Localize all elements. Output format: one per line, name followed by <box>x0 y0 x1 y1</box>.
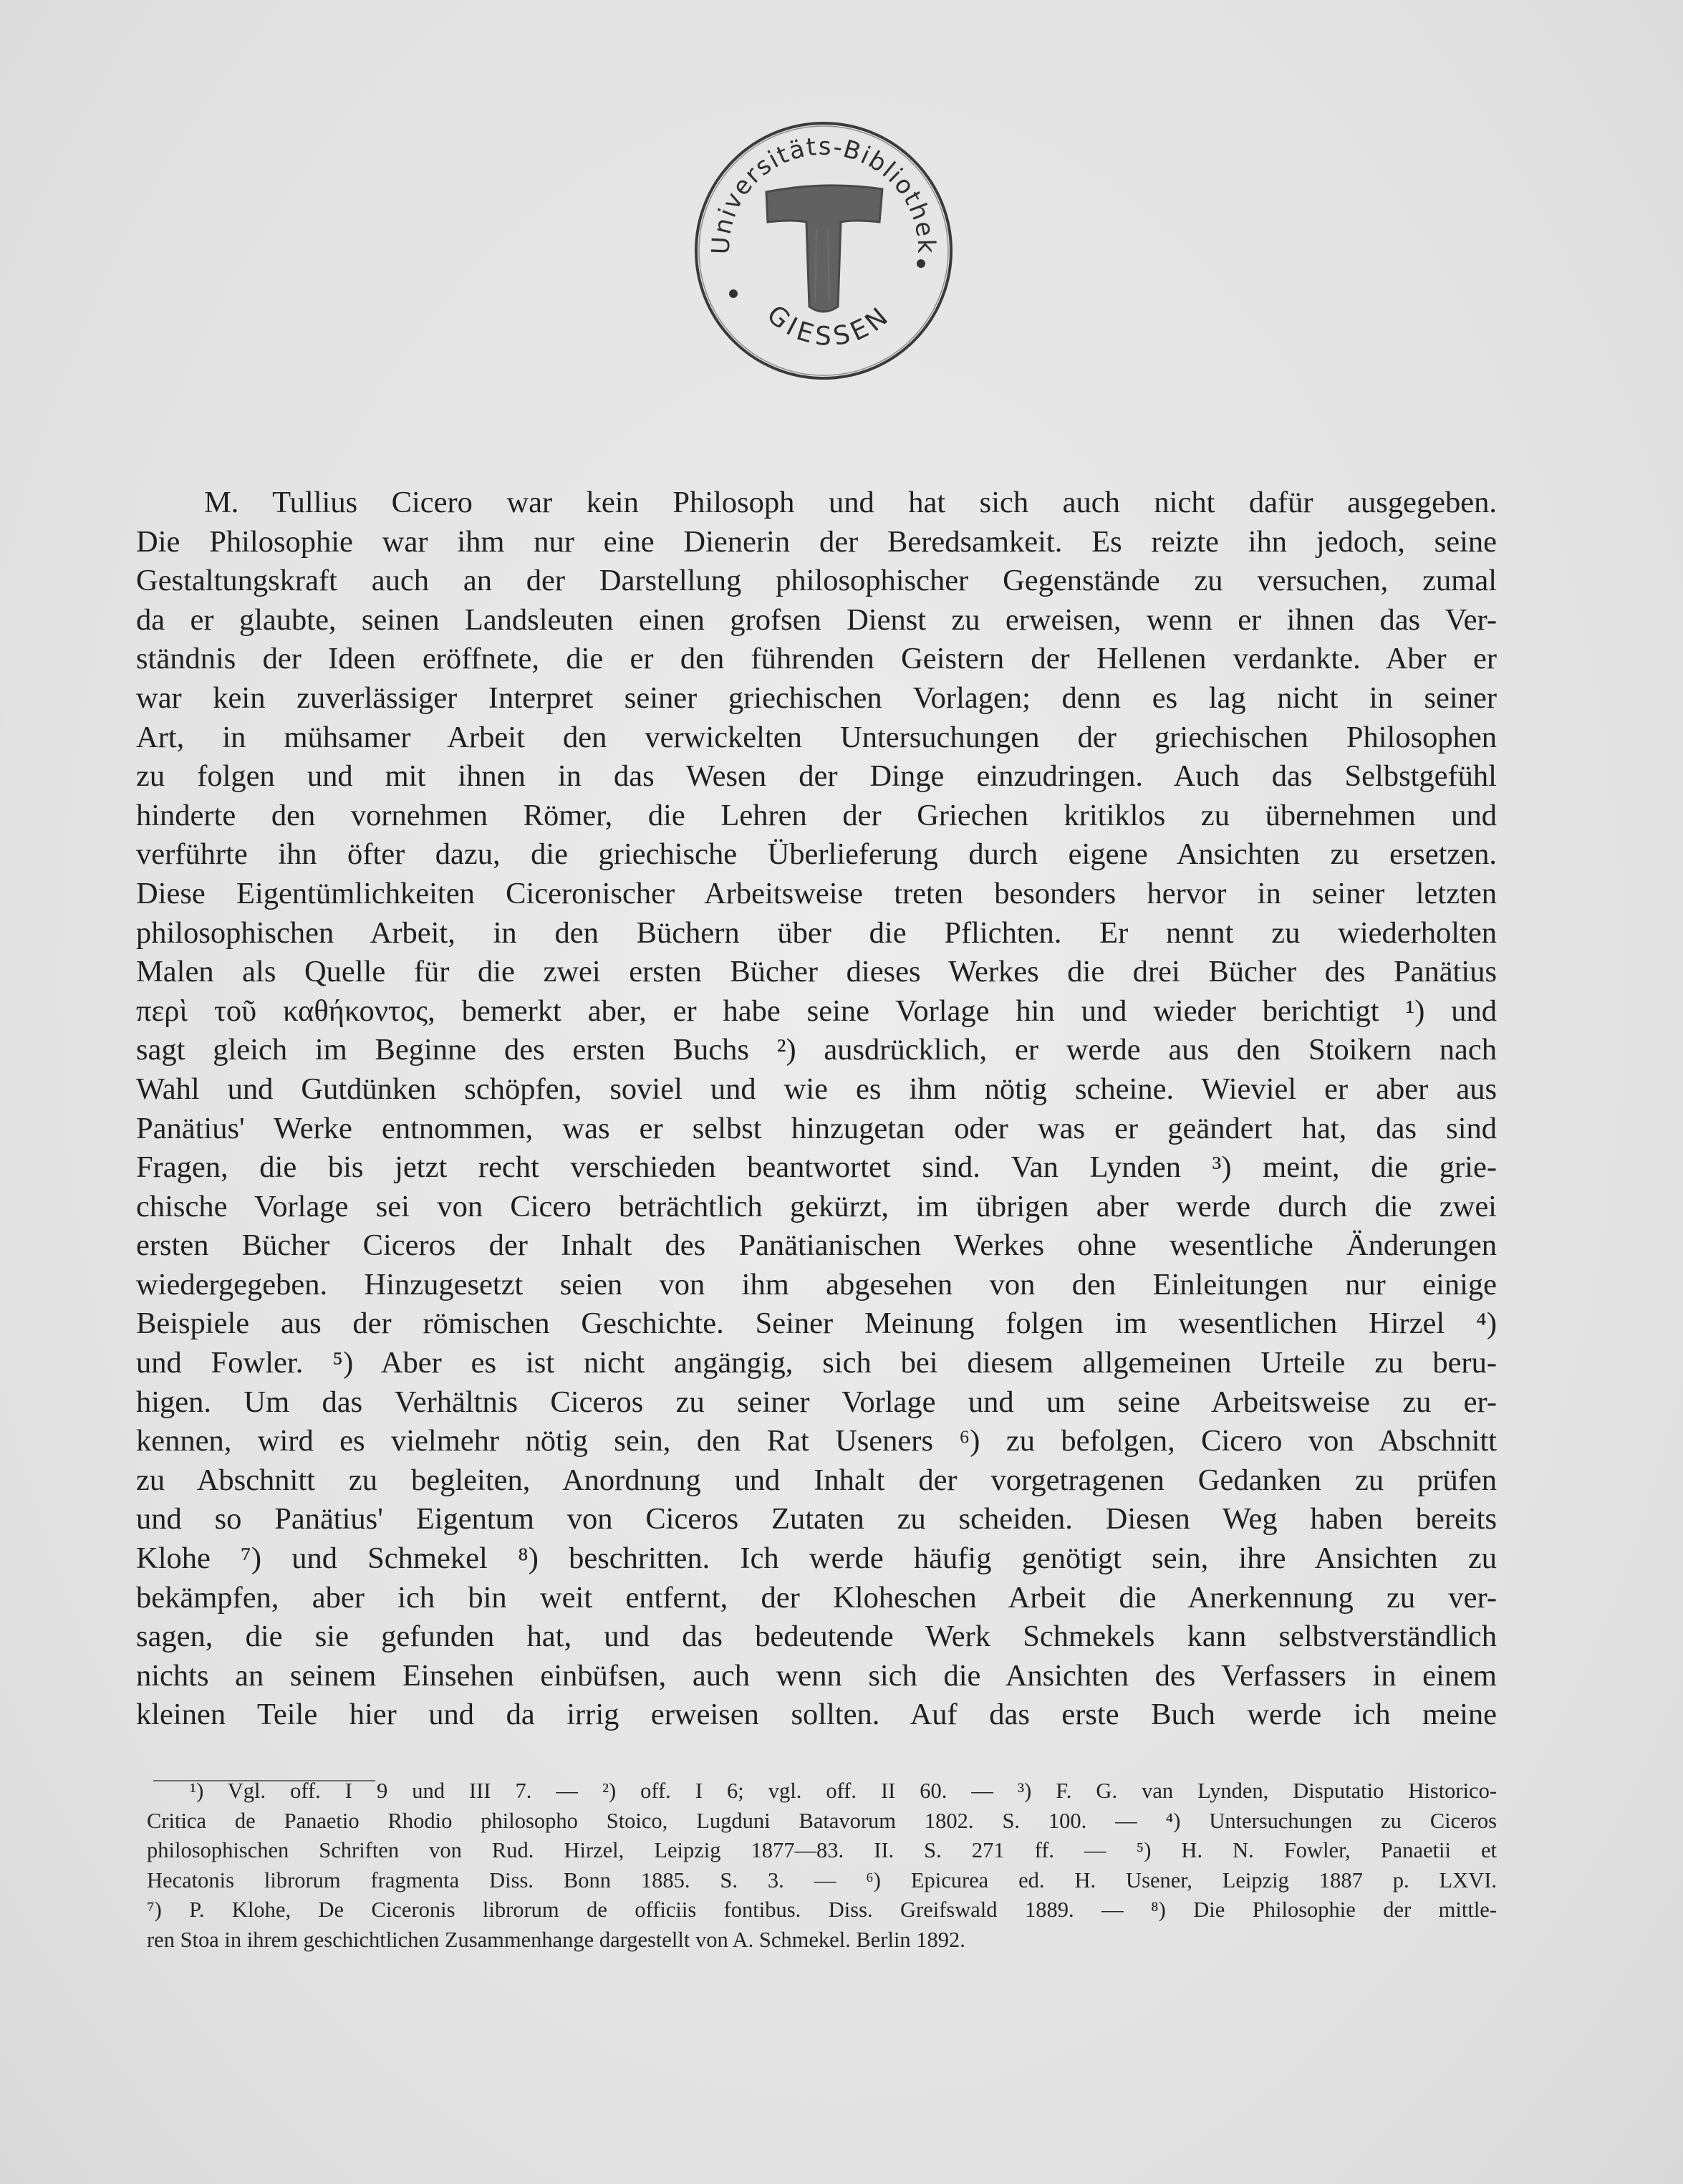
footnote-line: Hecatonis librorum fragmenta Diss. Bonn 1885. S. 3. — ⁶) Epicurea ed. H. Usener, Leipzig 1887 p. LXVI. <box>147 1867 1497 1892</box>
text-line: hinderte den vornehmen Römer, die Lehren der Griechen kritiklos zu übernehmen und <box>136 798 1497 832</box>
text-line: sagen, die sie gefunden hat, und das bedeutende Werk Schmekels kann selbstverständlich <box>136 1620 1497 1654</box>
text-line: chische Vorlage sei von Cicero beträchtlich gekürzt, im übrigen aber werde durch die zwei <box>136 1189 1497 1223</box>
text-line: bekämpfen, aber ich bin weit entfernt, der Kloheschen Arbeit die Anerkennung zu ver- <box>136 1580 1497 1615</box>
text-line: zu Abschnitt zu begleiten, Anordnung und Inhalt der vorgetragenen Gedanken zu prüfen <box>136 1463 1497 1497</box>
text-line: da er glaubte, seinen Landsleuten einen grofsen Dienst zu erweisen, wenn er ihnen das Ver- <box>136 602 1497 637</box>
text-line: Panätius' Werke entnommen, was er selbst hinzugetan oder was er geändert hat, das sind <box>136 1111 1497 1145</box>
text-line: und so Panätius' Eigentum von Ciceros Zutaten zu scheiden. Diesen Weg haben bereits <box>136 1502 1497 1536</box>
text-line: kennen, wird es vielmehr nötig sein, den Rat Useners ⁶) zu befolgen, Cicero von Abschnitt <box>136 1424 1497 1458</box>
text-line: verführte ihn öfter dazu, die griechische Überlieferung durch eigene Ansichten zu ersetzen. <box>136 837 1497 872</box>
main-text <box>136 484 1497 1735</box>
footnote-line: ⁷) P. Klohe, De Ciceronis librorum de officiis fontibus. Diss. Greifswald 1889. — ⁸) Die Philosophie der mittle- <box>147 1897 1497 1922</box>
text-line: nichts an seinem Einsehen einbüfsen, auch wenn sich die Ansichten des Verfassers in einem <box>136 1658 1497 1693</box>
text-line: περὶ τοῦ καθήκοντος, bemerkt aber, er habe seine Vorlage hin und wieder berichtigt ¹) und <box>136 994 1497 1028</box>
text-line: Gestaltungskraft auch an der Darstellung philosophischer Gegenstände zu versuchen, zumal <box>136 564 1497 598</box>
text-line: ersten Bücher Ciceros der Inhalt des Panätianischen Werkes ohne wesentliche Änderungen <box>136 1228 1497 1263</box>
text-line: sagt gleich im Beginne des ersten Buchs ²) ausdrücklich, er werde aus den Stoikern nach <box>136 1033 1497 1067</box>
stamp-bottom-text: GIESSEN <box>761 299 897 352</box>
text-line: philosophischen Arbeit, in den Büchern über die Pflichten. Er nennt zu wiederholten <box>136 915 1497 950</box>
text-line: kleinen Teile hier und da irrig erweisen sollten. Auf das erste Buch werde ich meine <box>136 1698 1497 1732</box>
text-line: und Fowler. ⁵) Aber es ist nicht angängig, sich bei diesem allgemeinen Urteile zu beru- <box>136 1346 1497 1380</box>
footnote-line: philosophischen Schriften von Rud. Hirzel, Leipzig 1877—83. II. S. 271 ff. — ⁵) H. N. Fowler, Panaetii et <box>147 1838 1497 1862</box>
text-line: war kein zuverlässiger Interpret seiner griechischen Vorlagen; denn es lag nicht in seiner <box>136 680 1497 715</box>
text-line: zu folgen und mit ihnen in das Wesen der Dinge einzudringen. Auch das Selbstgefühl <box>136 759 1497 794</box>
text-line: Die Philosophie war ihm nur eine Dienerin der Beredsamkeit. Es reizte ihn jedoch, seine <box>136 524 1497 559</box>
text-line: Beispiele aus der römischen Geschichte. Seiner Meinung folgen im wesentlichen Hirzel ⁴) <box>136 1307 1497 1341</box>
footnotes <box>147 1776 1497 1955</box>
text-line: Wahl und Gutdünken schöpfen, soviel und wie es ihm nötig scheine. Wieviel er aber aus <box>136 1072 1497 1106</box>
library-stamp <box>688 115 960 387</box>
stamp-seal-icon <box>688 115 960 387</box>
text-line: Malen als Quelle für die zwei ersten Bücher dieses Werkes die drei Bücher des Panätius <box>136 955 1497 989</box>
footnote-line: Critica de Panaetio Rhodio philosopho Stoico, Lugduni Batavorum 1802. S. 100. — ⁴) Untersuchungen zu Ciceros <box>147 1808 1497 1833</box>
text-line: Art, in mühsamer Arbeit den verwickelten Untersuchungen der griechischen Philosophen <box>136 720 1497 754</box>
text-line: Fragen, die bis jetzt recht verschieden beantwortet sind. Van Lynden ³) meint, die grie- <box>136 1150 1497 1185</box>
text-line: higen. Um das Verhältnis Ciceros zu seiner Vorlage und um seine Arbeitsweise zu er- <box>136 1385 1497 1419</box>
stamp-top-text: Universitäts-Bibliothek <box>706 132 941 255</box>
text-line: Klohe ⁷) und Schmekel ⁸) beschritten. Ich werde häufig genötigt sein, ihre Ansichten zu <box>136 1541 1497 1576</box>
footnote-line: ren Stoa in ihrem geschichtlichen Zusammenhange dargestellt von A. Schmekel. Berlin 1892. <box>147 1927 965 1952</box>
text-line: M. Tullius Cicero war kein Philosoph und hat sich auch nicht dafür ausgegeben. <box>204 486 1497 519</box>
text-line: ständnis der Ideen eröffnete, die er den führenden Geistern der Hellenen verdankte. Aber er <box>136 642 1497 676</box>
text-line: Diese Eigentümlichkeiten Ciceronischer Arbeitsweise treten besonders hervor in seiner letzten <box>136 876 1497 910</box>
footnote-line: ¹) Vgl. off. I 9 und III 7. — ²) off. I 6; vgl. off. II 60. — ³) F. G. van Lynden, Disputatio Historico- <box>190 1779 1497 1803</box>
text-line: wiedergegeben. Hinzugesetzt seien von ihm abgesehen von den Einleitungen nur einige <box>136 1267 1497 1302</box>
